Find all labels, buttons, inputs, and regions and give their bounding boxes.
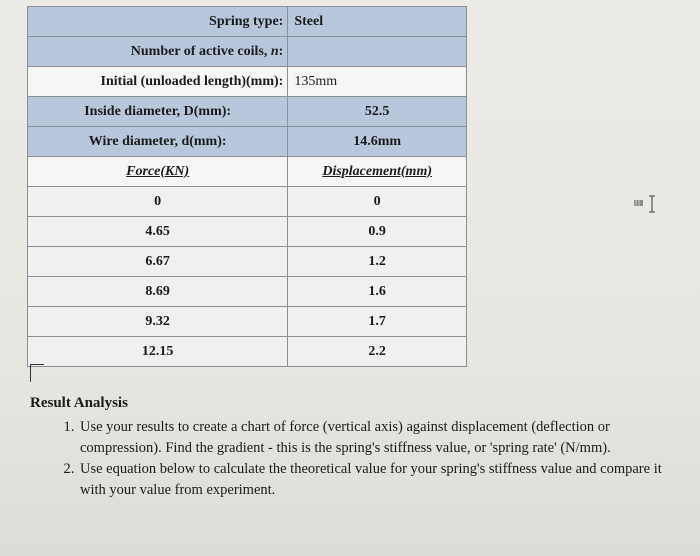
coils-value (288, 37, 467, 67)
length-value: 135mm (288, 67, 467, 97)
displacement-cell: 0 (288, 187, 467, 217)
wire-diameter-row (28, 127, 467, 157)
margin-marker (30, 364, 31, 382)
inside-diameter-row (28, 97, 467, 127)
wire-diameter-value: 14.6mm (288, 127, 467, 157)
margin-marker-tick (30, 364, 44, 365)
coils-symbol: n (270, 43, 279, 59)
length-label: Initial (unloaded length)(mm): (28, 67, 288, 97)
force-cell: 6.67 (28, 247, 288, 277)
spring-type-label: Spring type: (28, 7, 288, 37)
force-cell: 8.69 (28, 277, 288, 307)
table-row (28, 247, 467, 277)
spring-type-value: Steel (288, 7, 467, 37)
force-header: Force(KN) (126, 163, 190, 179)
spring-data-table (27, 6, 467, 367)
force-cell: 12.15 (28, 337, 288, 367)
instruction-text: 1. Use your results to create a chart of force (vertical axis) against displacement (deflection or compression). Find the gradient - this is the spring's stiffness value, or 'spring rate' (N/mm). (80, 419, 611, 456)
force-cell: 0 (28, 187, 288, 217)
spring-type-row (28, 7, 467, 37)
table-row (28, 307, 467, 337)
table-row (28, 337, 467, 367)
inside-diameter-label: Inside diameter, D(mm): (28, 97, 288, 127)
displacement-cell: 1.2 (288, 247, 467, 277)
result-analysis-section (30, 393, 670, 501)
table-row (28, 217, 467, 247)
force-cell: 9.32 (28, 307, 288, 337)
table-header-row (28, 157, 467, 187)
instruction-list (30, 417, 670, 501)
displacement-cell: 1.7 (288, 307, 467, 337)
displacement-cell: 2.2 (288, 337, 467, 367)
list-item (78, 417, 670, 459)
coils-colon: : (278, 43, 284, 59)
length-row (28, 67, 467, 97)
table-row (28, 187, 467, 217)
force-cell: 4.65 (28, 217, 288, 247)
section-heading: Result Analysis (30, 395, 128, 411)
coils-label-cell (28, 37, 288, 67)
coils-row (28, 37, 467, 67)
displacement-cell: 1.6 (288, 277, 467, 307)
displacement-header: Displacement(mm) (322, 163, 432, 179)
coils-label: Number of active coils, (130, 43, 268, 59)
list-item (78, 459, 670, 501)
table-row (28, 277, 467, 307)
inside-diameter-value: 52.5 (288, 97, 467, 127)
instruction-text: 2. Use equation below to calculate the theoretical value for your spring's stiffness value and compare it with your value from experiment. (80, 461, 662, 498)
text-cursor-icon (633, 194, 663, 214)
wire-diameter-label: Wire diameter, d(mm): (28, 127, 288, 157)
displacement-cell: 0.9 (288, 217, 467, 247)
